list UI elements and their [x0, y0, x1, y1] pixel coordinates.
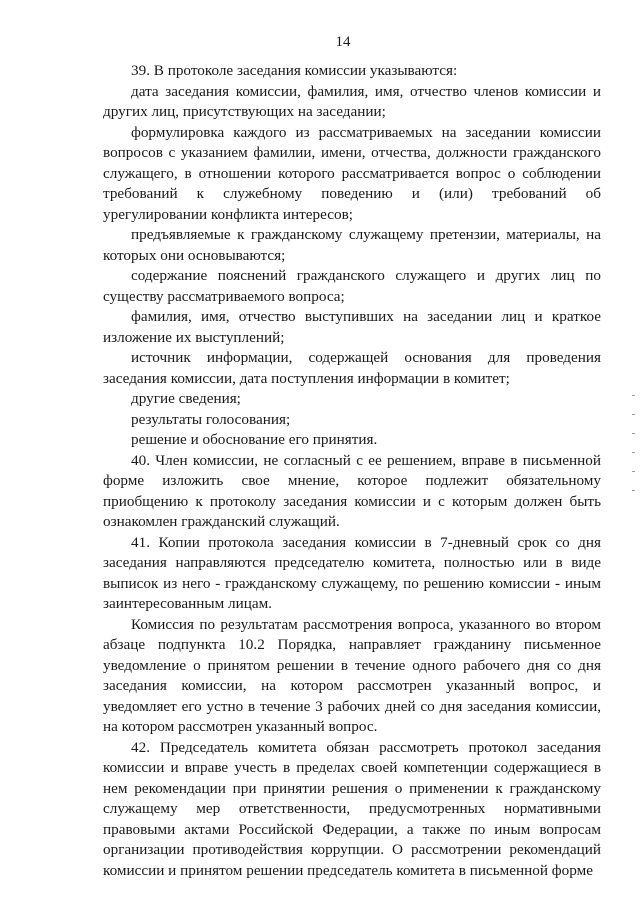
- paragraph-39-item-question: формулировка каждого из рассматриваемых на заседании комиссии вопросов с указанием фамилии, имени, отчества, должности гражданского служащего, в отношении которого рассматривается вопрос о соблюдении требований к служебному поведению и (или) требований об урегулировании конфликта интересов;: [103, 123, 601, 223]
- paragraph-42: 42. Председатель комитета обязан рассмотреть протокол заседания комиссии и вправе учесть в пределах своей компетенции содержащиеся в нем рекомендации при принятии решения о применении к гражданскому служащему мер ответственности, предусмотренных нормативными правовыми актами Российской Федерации, а также по иным вопросам организации противодействия коррупции. О рассмотрении рекомендаций комиссии и принятом решении председатель комитета в письменной форме: [103, 738, 601, 879]
- paragraph-39-item-date: дата заседания комиссии, фамилия, имя, отчество членов комиссии и других лиц, присутствующих на заседании;: [103, 82, 601, 120]
- scan-mark: [632, 414, 635, 415]
- scan-margin-marks: [632, 395, 638, 595]
- paragraph-39-item-explanations: содержание пояснений гражданского служащего и других лиц по существу рассматриваемого вопроса;: [103, 267, 601, 305]
- paragraph-39-item-decision: решение и обоснование его принятия.: [131, 431, 378, 448]
- document-body: [103, 61, 601, 881]
- paragraph-39-item-voting: результаты голосования;: [131, 410, 291, 428]
- scan-mark: [632, 433, 635, 434]
- scan-mark: [632, 452, 635, 453]
- scan-mark: [632, 490, 635, 491]
- paragraph-39-item-source: источник информации, содержащей основания для проведения заседания комиссии, дата поступления информации в комитет;: [103, 349, 601, 387]
- paragraph-41-notification: Комиссия по результатам рассмотрения вопроса, указанного во втором абзаце подпункта 10.2 Порядка, направляет гражданину письменное уведомление о принятом решении в течение одного рабочего дня со дня заседания комиссии, на котором рассмотрен указанный вопрос, и уведомляет его устно в течение 3 рабочих дней со дня заседания комиссии, на котором рассмотрен указанный вопрос.: [103, 615, 601, 735]
- page-number: 14: [335, 34, 351, 50]
- scan-mark: [632, 471, 635, 472]
- paragraph-39-heading: 39. В протоколе заседания комиссии указываются:: [131, 62, 458, 79]
- paragraph-39-item-speakers: фамилия, имя, отчество выступивших на заседании лиц и краткое изложение их выступлений;: [103, 308, 601, 346]
- paragraph-40: 40. Член комиссии, не согласный с ее решением, вправе в письменной форме изложить свое мнение, которое подлежит обязательному приобщению к протоколу заседания комиссии и с которым должен быть ознакомлен гражданский служащий.: [103, 451, 601, 530]
- paragraph-41: 41. Копии протокола заседания комиссии в 7-дневный срок со дня заседания направляются председателю комитета, полностью или в виде выписок из него - гражданскому служащему, по решению комиссии - иным заинтересованным лицам.: [103, 533, 601, 612]
- scan-mark: [632, 395, 635, 396]
- paragraph-39-item-claims: предъявляемые к гражданскому служащему претензии, материалы, на которых они основываются;: [103, 226, 601, 264]
- paragraph-39-item-other: другие сведения;: [131, 390, 241, 407]
